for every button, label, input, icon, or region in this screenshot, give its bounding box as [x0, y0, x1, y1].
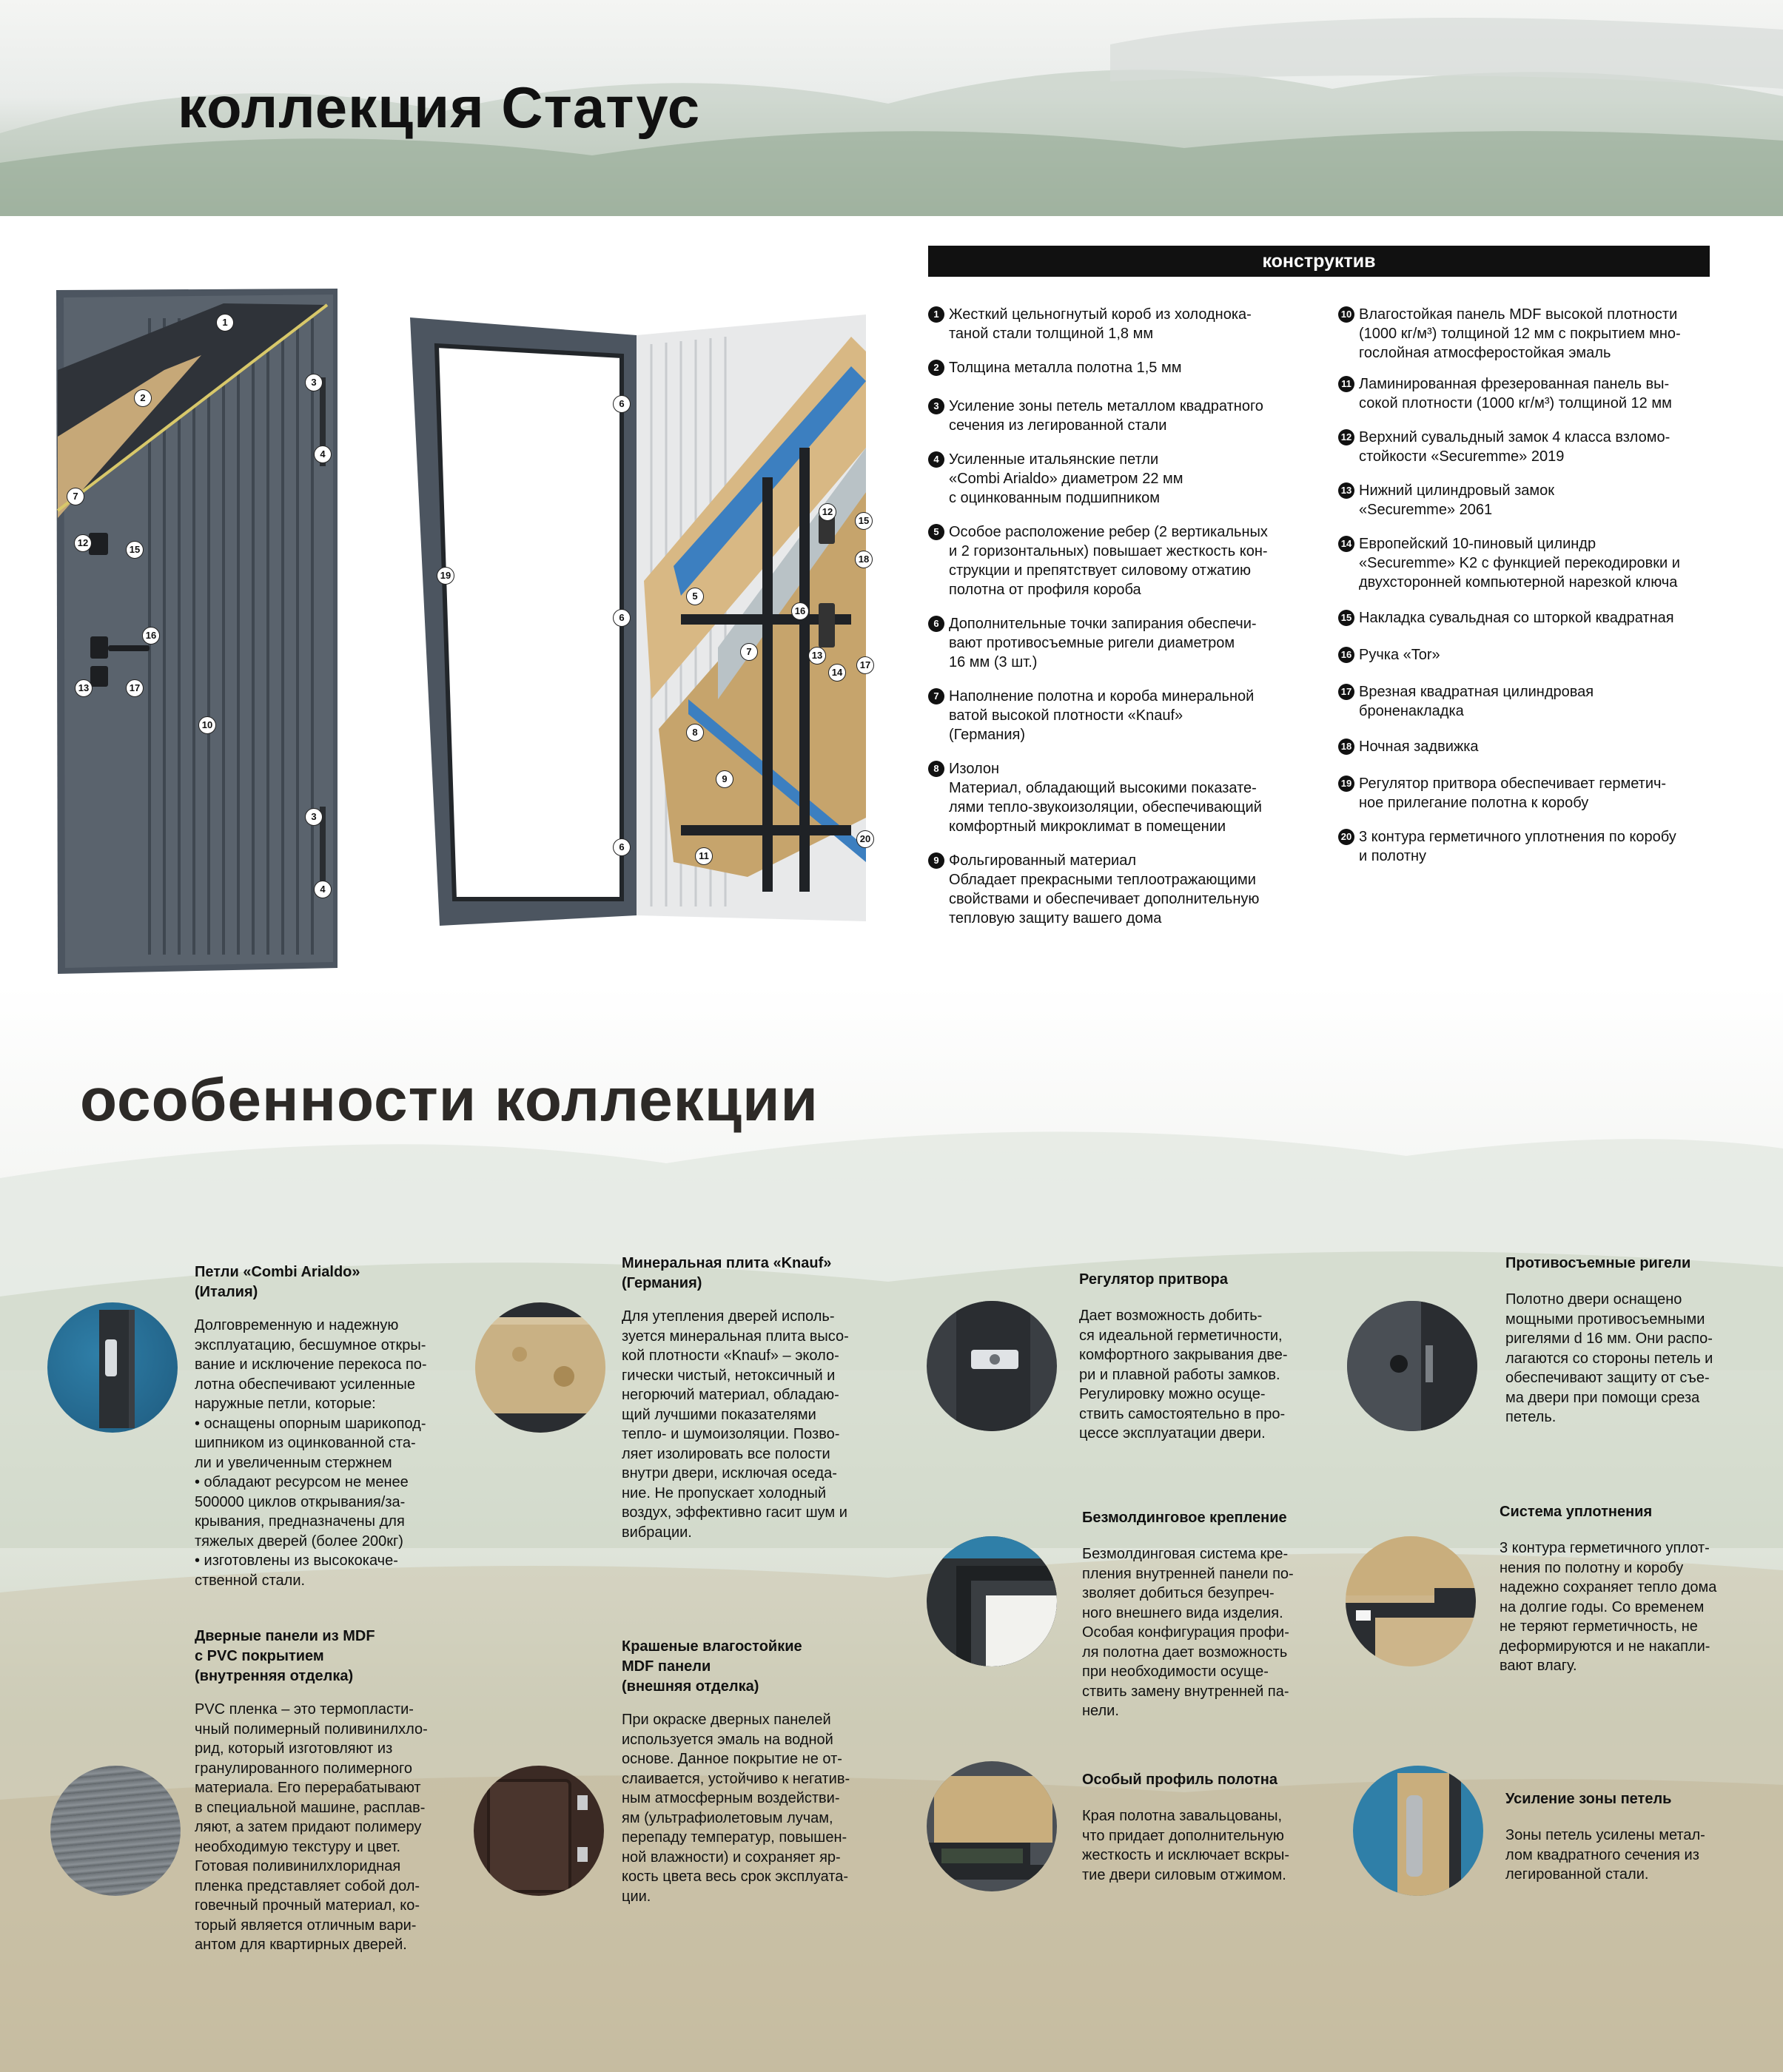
item-text: Усиленные итальянские петли «Combi Arialdo» диаметром 22 мм с оцинкованным подшипником: [949, 451, 1183, 506]
konstruktiv-list-left: [928, 305, 1313, 928]
hinge-reinforcement-photo: [1353, 1766, 1483, 1896]
feature-moldingless-mount: [1082, 1508, 1334, 1721]
door-marker: 6: [613, 609, 631, 627]
item-text: Ручка «Tor»: [1359, 647, 1440, 663]
feature-door-profile: [1082, 1770, 1334, 1885]
item-text: Верхний сувальдный замок 4 класса взломо- стойкости «Securemme» 2019: [1359, 429, 1670, 465]
item-number: 5: [928, 524, 944, 540]
pvc-texture-photo: [50, 1766, 181, 1896]
konstruktiv-list-right: [1338, 305, 1716, 866]
feature-title: Регулятор притвора: [1079, 1271, 1229, 1288]
door-cutaway-illustration: [407, 314, 888, 929]
door-marker: 10: [198, 716, 216, 734]
door-marker: 3: [305, 374, 323, 391]
konstruktiv-item: [1338, 682, 1716, 721]
konstruktiv-item: [928, 687, 1313, 744]
item-text: Влагостойкая панель MDF высокой плотности (1000 кг/м³) толщиной 12 мм с покрытием мно- гослойная атмосферостойкая эмаль: [1359, 306, 1681, 361]
item-text: Наполнение полотна и короба минеральной ватой высокой плотности «Knauf» (Германия): [949, 688, 1255, 743]
door-marker: 17: [856, 656, 874, 674]
item-number: 6: [928, 616, 944, 632]
item-text: Ламинированная фрезерованная панель вы- сокой плотности (1000 кг/м³) толщиной 12 мм: [1359, 376, 1672, 411]
konstruktiv-item: [928, 759, 1313, 836]
item-number: 16: [1338, 647, 1354, 663]
door-marker: 14: [828, 664, 846, 682]
item-number: 13: [1338, 482, 1354, 499]
door-exterior-illustration: [53, 289, 342, 977]
item-text: Врезная квадратная цилиндровая броненакладка: [1359, 684, 1594, 719]
item-number: 9: [928, 852, 944, 869]
item-number: 15: [1338, 610, 1354, 626]
feature-body: При окраске дверных панелей используется эмаль на водной основе. Данное покрытие не от- слаивается, устойчиво к негатив- ным атмосферным воздействи- ям (ультрафиолетовым лучам, перепаду температур, повышен- ной влажности) и сохраняет яр- кость цвета весь срок эксплуата- ции.: [622, 1712, 850, 1905]
konstruktiv-item: [928, 522, 1313, 599]
item-number: 11: [1338, 376, 1354, 392]
konstruktiv-item: [1338, 428, 1716, 466]
feature-body: Для утепления дверей исполь- зуется минеральная плита высо- кой плотности «Knauf» – эколо- гически чистый, нетоксичный и негорючий материал, обладаю- щий лучшими показателями тепло- и шумоизоляции. Позво- ляет изолировать все полости внутри двери, исключая оседа- ние. Не пропускает холодный воздух, эффективно гасит шум и вибрации.: [622, 1308, 849, 1541]
item-number: 2: [928, 360, 944, 376]
item-text: Накладка сувальдная со шторкой квадратная: [1359, 610, 1674, 626]
door-marker: 19: [437, 567, 454, 585]
item-text: Нижний цилиндровый замок «Securemme» 2061: [1359, 482, 1555, 518]
konstruktiv-item: [928, 851, 1313, 928]
feature-painted-mdf: [622, 1637, 873, 1906]
konstruktiv-item: [928, 305, 1313, 343]
item-number: 17: [1338, 684, 1354, 700]
door-marker: 15: [855, 512, 873, 530]
feature-title: Особый профиль полотна: [1082, 1772, 1278, 1788]
item-text: Дополнительные точки запирания обеспечи- вают противосъемные ригели диаметром 16 мм (3 шт.): [949, 616, 1257, 670]
painted-mdf-panel-photo: [474, 1766, 604, 1896]
item-number: 7: [928, 688, 944, 704]
door-marker: 12: [74, 534, 92, 552]
feature-title: Противосъемные ригели: [1505, 1255, 1691, 1271]
features-section-title: особенности коллекции: [80, 1066, 819, 1134]
door-marker: 12: [819, 503, 836, 521]
latch-regulator-photo: [927, 1301, 1057, 1431]
item-text: Европейский 10-пиновый цилиндр «Securemme» K2 с функцией перекодировки и двухсторонней компьютерной нарезкой ключа: [1359, 536, 1680, 591]
feature-hinges: [195, 1262, 461, 1590]
feature-pvc-panels: [195, 1627, 461, 1955]
door-marker: 13: [808, 647, 826, 665]
feature-body: Зоны петель усилены метал- лом квадратного сечения из легированной стали.: [1505, 1827, 1705, 1883]
item-number: 12: [1338, 429, 1354, 445]
item-number: 3: [928, 398, 944, 414]
door-marker: 15: [126, 541, 144, 559]
door-marker: 16: [791, 602, 809, 620]
feature-title: Минеральная плита «Knauf» (Германия): [622, 1255, 832, 1291]
door-marker: 7: [740, 643, 758, 661]
item-text: Фольгированный материал Обладает прекрасными теплоотражающими свойствами и обеспечивает дополнительную тепловую защиту вашего дома: [949, 852, 1260, 926]
feature-hinge-reinforcement: [1505, 1789, 1757, 1885]
feature-body: Безмолдинговая система кре- пления внутренней панели по- зволяет добиться безупреч- ного внешнего вида изделия. Особая конфигурация профи- ля полотна дает возможность при необходимости осуще- ствить замену внутренней па- нели.: [1082, 1546, 1294, 1719]
door-marker: 9: [716, 770, 733, 788]
door-marker: 11: [695, 847, 713, 865]
item-text: Особое расположение ребер (2 вертикальных и 2 горизонтальных) повышает жесткость кон- струкции и препятствует силовому отжатию полотна от профиля короба: [949, 524, 1268, 598]
konstruktiv-item: [928, 450, 1313, 508]
feature-title: Усиление зоны петель: [1505, 1791, 1672, 1807]
item-text: 3 контура герметичного уплотнения по коробу и полотну: [1359, 829, 1676, 864]
item-text: Толщина металла полотна 1,5 мм: [949, 360, 1182, 376]
door-marker: 13: [75, 679, 93, 697]
feature-mineral-wool: [622, 1254, 873, 1542]
door-marker: 18: [855, 551, 873, 568]
konstruktiv-item: [1338, 481, 1716, 519]
feature-body: Долговременную и надежную эксплуатацию, бесшумное откры- вание и исключение перекоса по- лотна обеспечивают усиленные наружные петли, которые: • оснащены опорным шарикопод- шипником из оцинкованной ста- ли и увеличенным стержнем • обладают ресурсом не менее 500000 циклов открывания/за- крывания, предназначены для тяжелых дверей (более 200кг) • изготовлены из высококаче- ственной стали.: [195, 1317, 427, 1589]
door-marker: 6: [613, 395, 631, 413]
item-number: 18: [1338, 739, 1354, 755]
door-marker: 17: [126, 679, 144, 697]
item-number: 1: [928, 306, 944, 323]
feature-anti-removal-pins: [1505, 1254, 1764, 1427]
feature-title: Петли «Combi Arialdo» (Италия): [195, 1264, 360, 1300]
moldingless-mount-photo: [927, 1536, 1057, 1666]
konstruktiv-item: [1338, 774, 1716, 813]
item-text: Ночная задвижка: [1359, 739, 1479, 755]
feature-title: Система уплотнения: [1500, 1504, 1653, 1520]
konstruktiv-item: [1338, 827, 1716, 866]
feature-body: Края полотна завальцованы, что придает дополнительную жесткость и исключает вскры- тие двери силовым отжимом.: [1082, 1808, 1290, 1883]
feature-body: PVC пленка – это термопласти- чный полимерный поливинилхло- рид, который изготовляют из гранулированного полимерного материала. Его перерабатывают в специальной машине, расплав- ляют, а затем придают полимеру необходимую текстуру и цвет. Готовая поливинилхлоридная пленка представляет собой дол- говечный прочный материал, ко- торый является отличным вари- антом для квартирных дверей.: [195, 1701, 428, 1953]
konstruktiv-item: [1338, 374, 1716, 413]
anti-removal-pin-photo: [1347, 1301, 1477, 1431]
door-marker: 6: [613, 838, 631, 856]
page-title: коллекция Статус: [178, 75, 701, 140]
seal-system-photo: [1346, 1536, 1476, 1666]
door-marker: 4: [314, 445, 332, 463]
item-number: 20: [1338, 829, 1354, 845]
item-number: 14: [1338, 536, 1354, 552]
feature-title: Дверные панели из MDF с PVC покрытием (внутренняя отделка): [195, 1628, 375, 1684]
item-number: 10: [1338, 306, 1354, 323]
feature-body: 3 контура герметичного уплот- нения по полотну и коробу надежно сохраняет тепло дома на долгие годы. Со временем не теряют герметичность, не деформируются и не накапли- вают влагу.: [1500, 1540, 1717, 1674]
door-marker: 3: [305, 808, 323, 826]
konstruktiv-item: [928, 614, 1313, 672]
feature-title: Безмолдинговое крепление: [1082, 1510, 1287, 1526]
konstruktiv-item: [1338, 737, 1716, 756]
feature-title: Крашеные влагостойкие MDF панели (внешняя отделка): [622, 1638, 802, 1695]
konstruktiv-item: [1338, 534, 1716, 592]
konstruktiv-header: конструктив: [928, 246, 1710, 277]
konstruktiv-item: [1338, 645, 1716, 665]
item-text: Регулятор притвора обеспечивает герметич- ное прилегание полотна к коробу: [1359, 776, 1667, 811]
item-text: Жесткий цельногнутый короб из холоднока- таной стали толщиной 1,8 мм: [949, 306, 1252, 342]
door-marker: 4: [314, 881, 332, 898]
feature-latch-regulator: [1079, 1270, 1331, 1444]
hinge-photo: [47, 1302, 178, 1433]
konstruktiv-item: [1338, 608, 1716, 628]
door-profile-photo: [927, 1761, 1057, 1891]
konstruktiv-item: [1338, 305, 1716, 363]
door-marker: 5: [686, 588, 704, 605]
item-text: Усиление зоны петель металлом квадратного сечения из легированной стали: [949, 398, 1263, 434]
door-marker: 20: [856, 830, 874, 848]
door-marker: 16: [142, 627, 160, 645]
door-marker: 7: [67, 488, 84, 505]
konstruktiv-item: [928, 358, 1313, 377]
feature-seal-system: [1500, 1502, 1766, 1676]
item-number: 8: [928, 761, 944, 777]
feature-body: Полотно двери оснащено мощными противосъемными ригелями d 16 мм. Они распо- лагаются со стороны петель и обеспечивают защиту от съе- ма двери при помощи среза петель.: [1505, 1291, 1713, 1425]
mineral-wool-photo: [475, 1302, 605, 1433]
konstruktiv-item: [928, 397, 1313, 435]
door-marker: 2: [134, 389, 152, 407]
item-text: Изолон Материал, обладающий высокими показате- лями тепло-звукоизоляции, обеспечивающий комфортный микроклимат в помещении: [949, 761, 1262, 835]
item-number: 19: [1338, 776, 1354, 792]
door-marker: 8: [686, 724, 704, 741]
item-number: 4: [928, 451, 944, 468]
door-marker: 1: [216, 314, 234, 332]
feature-body: Дает возможность добить- ся идеальной герметичности, комфортного закрывания две- ри и плавной работы замков. Регулировку можно осуще- ствить самостоятельно в про- цессе эксплуатации двери.: [1079, 1308, 1288, 1442]
